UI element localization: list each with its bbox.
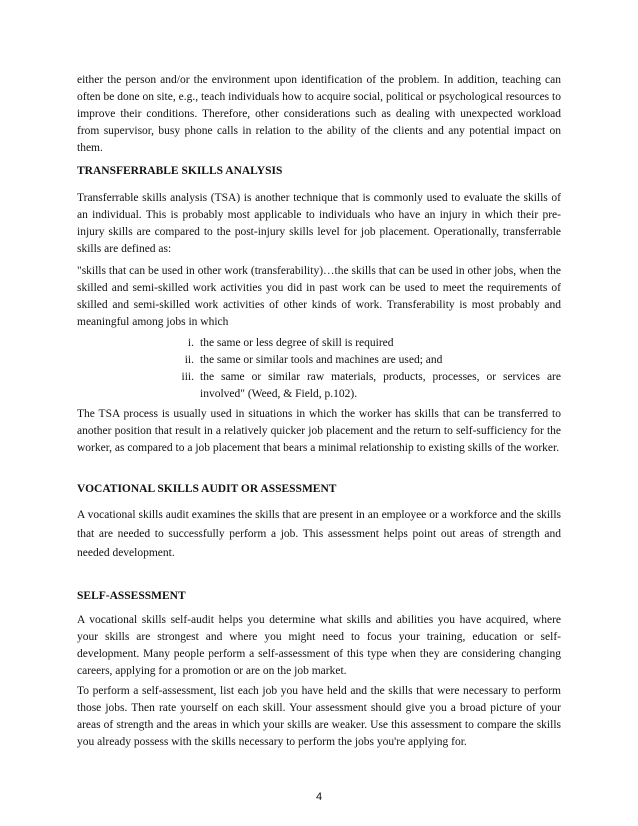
audit-paragraph: A vocational skills audit examines the skills that are present in an employee or a workforce and the skills that are needed to successfully perform a job. This assessment helps point out areas of strength and needed development. <box>77 509 561 559</box>
list-item-number: iii. <box>181 371 194 383</box>
self-paragraph-1: A vocational skills self-audit helps you determine what skills and abilities you have acquired, where your skills are strongest and where you might need to focus your training, education or self-development. Many people perform a self-assessment of this type when they are considering changing careers, applying for a promotion or are on the job market. <box>77 614 561 677</box>
tsa-criteria-list <box>150 335 561 403</box>
self-paragraph-2-block <box>77 683 561 751</box>
self-heading-block <box>77 588 561 605</box>
list-item <box>150 352 561 369</box>
intro-paragraph: either the person and/or the environment upon identification of the problem. In addition, teaching can often be done on site, e.g., teach individuals how to acquire social, political or psychological resources to improve their conditions. Therefore, other considerations such as dealing with unexpected workload from supervisor, busy phone calls in relation to the ability of the clients and any potential impact on them. <box>77 74 561 154</box>
tsa-paragraph-2: "skills that can be used in other work (transferability)…the skills that can be used in other jobs, when the skilled and semi-skilled work activities you did in past work can be used to meet the requirements of skilled and semi-skilled work activities of other kinds of work. Transferability is most probably and meaningful among jobs in which <box>77 265 561 328</box>
tsa-heading-block <box>77 163 561 180</box>
list-item-text: the same or less degree of skill is required <box>200 337 394 349</box>
tsa-heading: TRANSFERRABLE SKILLS ANALYSIS <box>77 165 283 177</box>
list-item <box>150 369 561 403</box>
list-item-number: i. <box>187 337 194 349</box>
page-number: 4 <box>315 791 323 803</box>
list-item <box>150 335 561 352</box>
self-assessment-heading: SELF-ASSESSMENT <box>77 590 186 602</box>
intro-paragraph-block <box>77 72 561 157</box>
tsa-paragraph-2-block <box>77 263 561 331</box>
self-paragraph-2: To perform a self-assessment, list each job you have held and the skills that were necessary to perform those jobs. Then rate yourself on each skill. Your assessment should give you a broad picture of your areas of strength and the areas in which your skills are weaker. Use this assessment to compare the skills you already possess with the skills necessary to perform the jobs you're applying for. <box>77 685 561 748</box>
tsa-paragraph-1: Transferrable skills analysis (TSA) is another technique that is commonly used to evaluate the skills of an individual. This is probably most applicable to individuals who have an injury in which their pre-injury skills are compared to the post-injury skills level for job placement. Operationally, transferrable skills are defined as: <box>77 192 561 255</box>
list-item-text: the same or similar tools and machines are used; and <box>200 354 443 366</box>
tsa-paragraph-1-block <box>77 190 561 258</box>
audit-heading-block <box>77 481 561 498</box>
audit-heading: VOCATIONAL SKILLS AUDIT OR ASSESSMENT <box>77 483 337 495</box>
list-item-text: the same or similar raw materials, products, processes, or services are involved" (Weed, & Field, p.102). <box>200 371 561 400</box>
tsa-paragraph-3-block <box>77 406 561 457</box>
tsa-paragraph-3: The TSA process is usually used in situations in which the worker has skills that can be transferred to another position that result in a relatively quicker job placement and the return to self-sufficiency for the worker, as compared to a job placement that bears a minimal relationship to existing skills of the worker. <box>77 408 561 454</box>
audit-paragraph-block <box>77 506 561 563</box>
list-item-number: ii. <box>184 354 194 366</box>
self-paragraph-1-block <box>77 612 561 680</box>
